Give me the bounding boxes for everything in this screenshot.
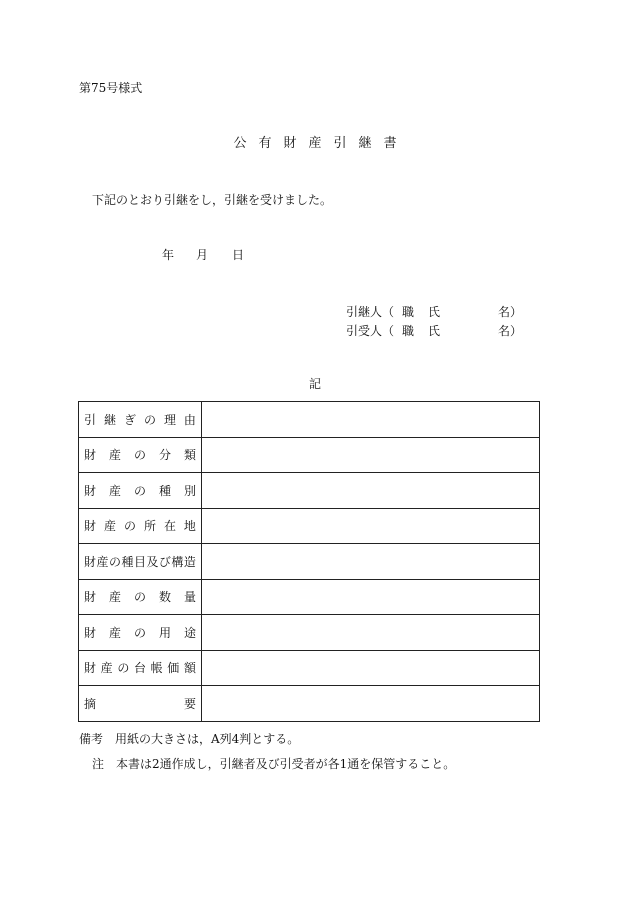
title-char: 財 <box>283 136 297 151</box>
row-value-cell[interactable] <box>202 402 540 438</box>
row-label-char: 産 <box>108 483 121 498</box>
row-label-char: 産 <box>108 625 121 640</box>
row-label <box>84 411 196 428</box>
row-label-char: 量 <box>183 590 196 605</box>
row-value-cell[interactable] <box>202 473 540 509</box>
row-label-char: の <box>133 483 146 498</box>
row-value-cell[interactable] <box>202 544 540 580</box>
row-label-char: 在 <box>163 519 176 534</box>
table-row <box>79 615 540 651</box>
row-label-char: 類 <box>183 448 196 463</box>
row-label-char: 用 <box>158 625 171 640</box>
row-label-char: 途 <box>183 625 196 640</box>
row-label-char: 産 <box>108 448 121 463</box>
row-label-char: 価 <box>167 661 180 676</box>
row-label-char: の <box>108 554 121 569</box>
table-row <box>79 508 540 544</box>
row-label-char: 摘 <box>84 696 97 711</box>
row-label-char: 財 <box>84 519 97 534</box>
row-label-char: 地 <box>183 519 196 534</box>
row-label <box>84 588 196 605</box>
table-row <box>79 437 540 473</box>
row-value-cell[interactable] <box>202 508 540 544</box>
date-day-label: 日 <box>232 248 245 262</box>
title-char: 書 <box>383 136 397 151</box>
table-row <box>79 579 540 615</box>
row-value-cell[interactable] <box>202 615 540 651</box>
row-label-char: 財 <box>84 661 97 676</box>
row-label-cell <box>79 650 202 686</box>
transferee-name-label: 名） <box>498 324 523 338</box>
row-label-char: 財 <box>84 483 97 498</box>
row-label-char: の <box>143 412 156 427</box>
row-label-cell <box>79 544 202 580</box>
row-label-cell <box>79 615 202 651</box>
row-label-char: 分 <box>158 448 171 463</box>
row-label-char: 由 <box>183 412 196 427</box>
row-label-char: 所 <box>143 519 156 534</box>
row-label-char: 目 <box>133 554 146 569</box>
row-label-cell <box>79 579 202 615</box>
row-value-cell[interactable] <box>202 686 540 722</box>
row-label-char: 理 <box>163 412 176 427</box>
transferee-line <box>346 325 526 339</box>
caution-note: 注 本書は2通作成し，引継者及び引受者が各1通を保管すること。 <box>92 757 456 771</box>
ki-heading: 記 <box>308 377 321 391</box>
row-label <box>84 482 196 499</box>
row-label <box>84 517 196 534</box>
title-char: 継 <box>358 136 372 151</box>
row-label-char: 財 <box>84 625 97 640</box>
row-label-char: ぎ <box>123 412 136 427</box>
row-label-char: 財 <box>84 448 97 463</box>
row-label-char: 産 <box>103 519 116 534</box>
row-label-char: 数 <box>158 590 171 605</box>
row-label-char: の <box>117 661 130 676</box>
row-label <box>84 659 196 676</box>
row-label-char: の <box>123 519 136 534</box>
transferor-surname-label: 氏 <box>428 305 441 319</box>
transferor-line <box>346 306 526 320</box>
date-month-label: 月 <box>196 248 209 262</box>
row-label-char: 産 <box>96 554 109 569</box>
row-label-char: 財 <box>84 590 97 605</box>
row-label-char: 要 <box>183 696 196 711</box>
row-label-char: 種 <box>158 483 171 498</box>
row-label-char: の <box>133 448 146 463</box>
transferee-surname-label: 氏 <box>428 324 441 338</box>
date-year-label: 年 <box>162 248 175 262</box>
table-row <box>79 402 540 438</box>
row-label-char: 帳 <box>150 661 163 676</box>
intro-text: 下記のとおり引継をし，引継を受けました。 <box>92 193 333 207</box>
row-label-char: 財 <box>84 554 97 569</box>
row-label-char: 台 <box>133 661 146 676</box>
transferor-role: 引継人（ <box>346 305 395 319</box>
row-label-char: 造 <box>183 554 196 569</box>
transferee-position-label: 職 <box>402 324 415 338</box>
row-label-cell <box>79 437 202 473</box>
form-number: 第75号様式 <box>79 81 143 95</box>
title-char: 産 <box>308 136 322 151</box>
row-label-char: 産 <box>108 590 121 605</box>
row-label-char: 引 <box>84 412 97 427</box>
title-char: 公 <box>233 136 247 151</box>
title-char: 引 <box>333 136 347 151</box>
row-label-cell <box>79 508 202 544</box>
row-label <box>84 553 196 570</box>
transferor-position-label: 職 <box>402 305 415 319</box>
title-char: 有 <box>258 136 272 151</box>
row-label <box>84 624 196 641</box>
row-value-cell[interactable] <box>202 650 540 686</box>
row-label-char: 額 <box>183 661 196 676</box>
row-label-char: の <box>133 590 146 605</box>
row-label-char: 種 <box>121 554 134 569</box>
table-row <box>79 473 540 509</box>
table-row <box>79 650 540 686</box>
property-table <box>78 401 540 722</box>
transferor-name-label: 名） <box>498 305 523 319</box>
row-label-cell <box>79 686 202 722</box>
row-label-cell <box>79 473 202 509</box>
transferee-role: 引受人（ <box>346 324 395 338</box>
row-label-char: 産 <box>100 661 113 676</box>
row-label-char: 別 <box>183 483 196 498</box>
row-label-cell <box>79 402 202 438</box>
table-row <box>79 544 540 580</box>
row-label-char: 継 <box>103 412 116 427</box>
row-label-char: 及 <box>146 554 159 569</box>
document-title <box>0 137 630 150</box>
row-label <box>84 695 196 712</box>
row-label-char: び <box>158 554 171 569</box>
row-value-cell[interactable] <box>202 437 540 473</box>
row-label-char: 構 <box>171 554 184 569</box>
row-label <box>84 446 196 463</box>
table-row <box>79 686 540 722</box>
row-value-cell[interactable] <box>202 579 540 615</box>
remark-note: 備考 用紙の大きさは，A列4判とする。 <box>79 732 300 746</box>
row-label-char: の <box>133 625 146 640</box>
